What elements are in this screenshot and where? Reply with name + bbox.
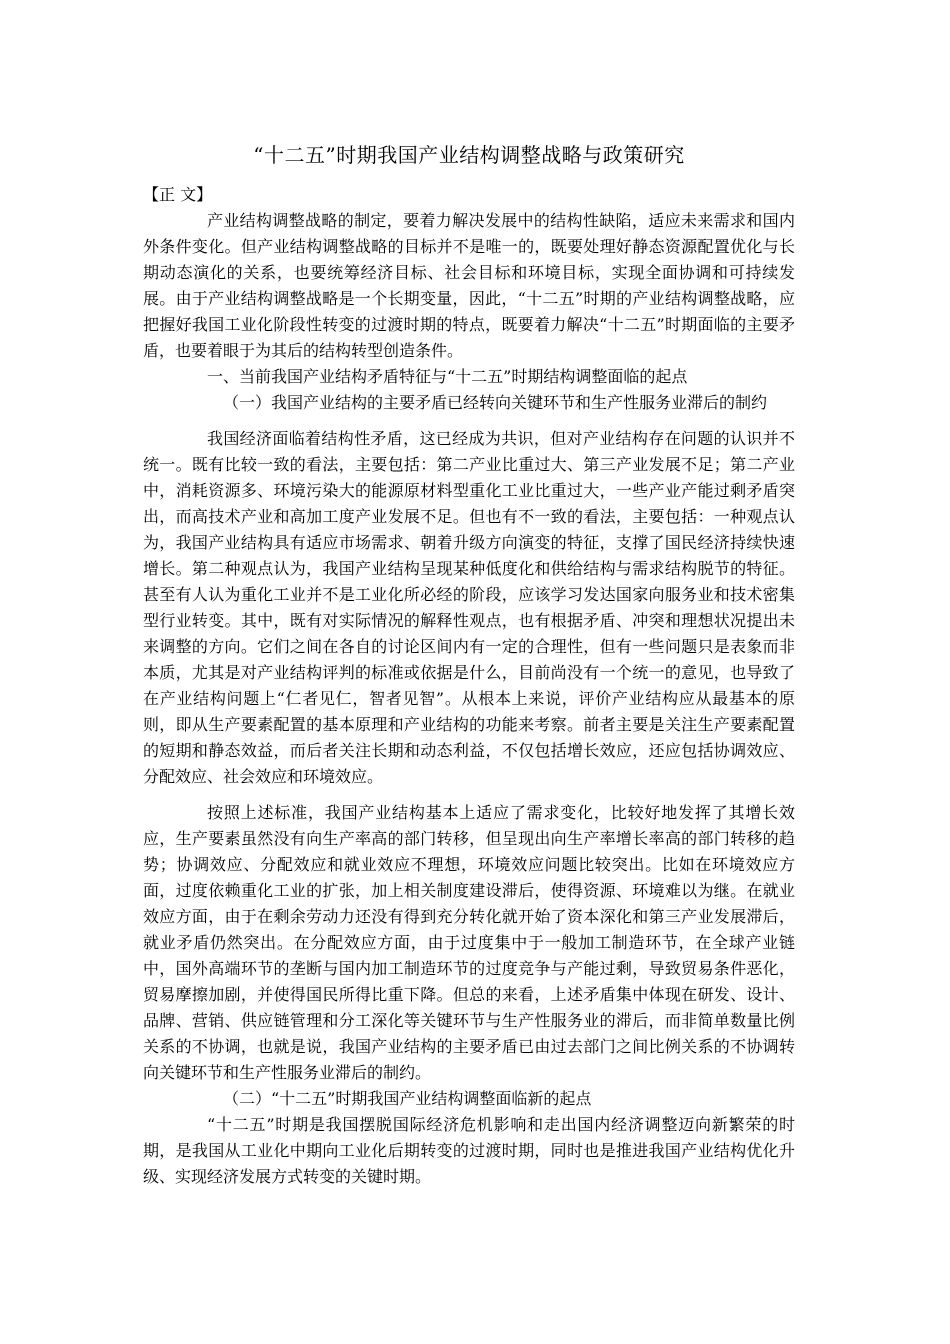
body-paragraph-1: 我国经济面临着结构性矛盾，这已经成为共识，但对产业结构存在问题的认识并不统一。既有比较一致的看法，主要包括：第二产业比重过大、第三产业发展不足；第二产业中，消耗资源多、环境污染大的能源原材料型重化工业比重过大，一些产业产能过剩矛盾突出，而高技术产业和高加工度产业发展不足。但也有不一致的看法，主要包括：一种观点认为，我国产业结构具有适应市场需求、朝着升级方向演变的特征，支撑了国民经济持续快速增长。第二种观点认为，我国产业结构呈现某种低度化和供给结构与需求结构脱节的特征。甚至有人认为重化工业并不是工业化所必经的阶段，应该学习发达国家向服务业和技术密集型行业转变。其中，既有对实际情况的解释性观点，也有根据矛盾、冲突和理想状况提出未来调整的方向。它们之间在各自的讨论区间内有一定的合理性，但有一些问题只是表象而非本质，尤其是对产业结构评判的标准或依据是什么，目前尚没有一个统一的意见，也导致了在产业结构问题上“仁者见仁，智者见智”。从根本上来说，评价产业结构应从最基本的原则，即从生产要素配置的基本原理和产业结构的功能来考察。前者主要是关注生产要素配置的短期和静态效益，而后者关注长期和动态利益，不仅包括增长效应，还应包括协调效应、分配效应、社会效应和环境效应。 <box>143 429 795 786</box>
body-paragraph-2: 按照上述标准，我国产业结构基本上适应了需求变化，比较好地发挥了其增长效应，生产要素虽然没有向生产率高的部门转移，但呈现出向生产率增长率高的部门转移的趋势；协调效应、分配效应和就业效应不理想，环境效应问题比较突出。比如在环境效应方面，过度依赖重化工业的扩张，加上相关制度建设滞后，使得资源、环境难以为继。在就业效应方面，由于在剩余劳动力还没有得到充分转化就开始了资本深化和第三产业发展滞后，就业矛盾仍然突出。在分配效应方面，由于过度集中于一般加工制造环节，在全球产业链中，国外高端环节的垄断与国内加工制造环节的过度竞争与产能过剩，导致贸易条件恶化，贸易摩擦加剧，并使得国民所得比重下降。但总的来看，上述矛盾集中体现在研发、设计、品牌、营销、供应链管理和分工深化等关键环节与生产性服务业的滞后，而非简单数量比例关系的不协调，也就是说，我国产业结构的主要矛盾已由过去部门之间比例关系的不协调转向关键环节和生产性服务业滞后的制约。 <box>143 803 795 1082</box>
subheading-1: （一）我国产业结构的主要矛盾已经转向关键环节和生产性服务业滞后的制约 <box>223 393 768 412</box>
subheading-2: （二）“十二五”时期我国产业结构调整面临新的起点 <box>223 1089 592 1108</box>
section-heading-1: 一、当前我国产业结构矛盾特征与“十二五”时期结构调整面临的起点 <box>207 367 688 386</box>
section-label: 【正 文】 <box>143 185 213 204</box>
intro-paragraph: 产业结构调整战略的制定，要着力解决发展中的结构性缺陷，适应未来需求和国内外条件变化。但产业结构调整战略的目标并不是唯一的，既要处理好静态资源配置优化与长期动态演化的关系，也要统筹经济目标、社会目标和环境目标，实现全面协调和可持续发展。由于产业结构调整战略是一个长期变量，因此，“十二五”时期的产业结构调整战略，应把握好我国工业化阶段性转变的过渡时期的特点，既要着力解决“十二五”时期面临的主要矛盾，也要着眼于为其后的结构转型创造条件。 <box>143 211 795 360</box>
document-title: “十二五”时期我国产业结构调整战略与政策研究 <box>253 143 685 167</box>
body-paragraph-3: “十二五”时期是我国摆脱国际经济危机影响和走出国内经济调整迈向新繁荣的时期，是我国从工业化中期向工业化后期转变的过渡时期，同时也是推进我国产业结构优化升级、实现经济发展方式转变的关键时期。 <box>143 1115 795 1186</box>
document-page <box>143 140 795 1190</box>
